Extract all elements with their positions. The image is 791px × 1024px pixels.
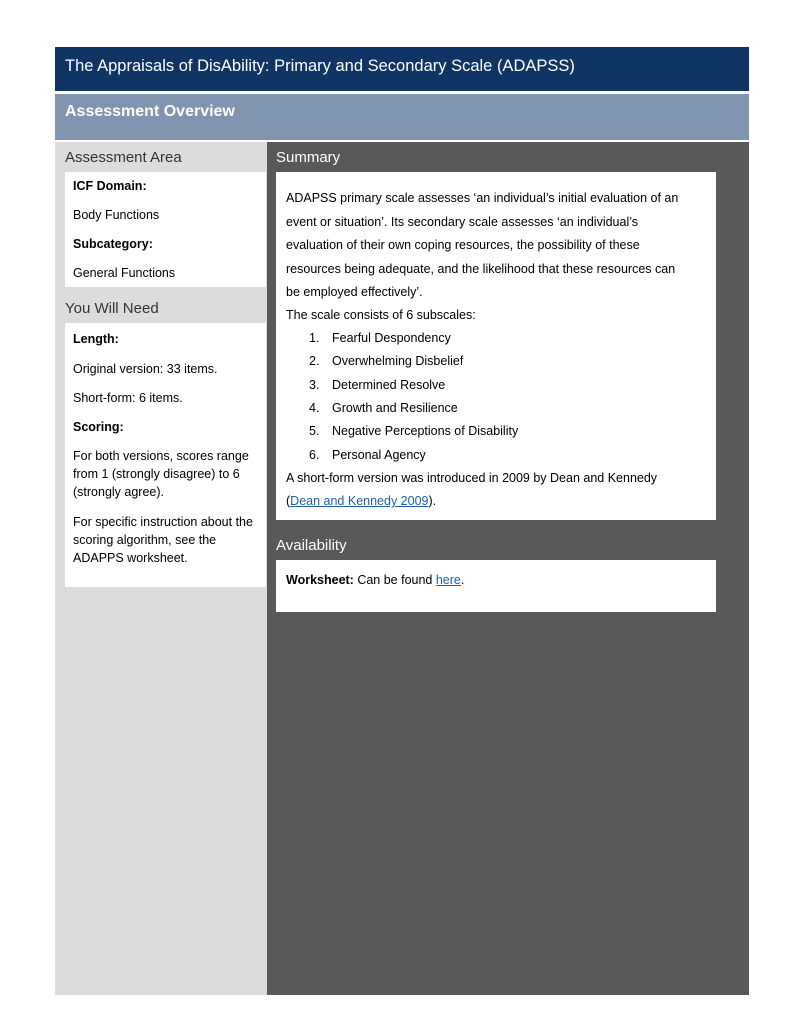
summary-line-2: event or situation’. Its secondary scale assesses ‘an individual’s: [286, 215, 639, 229]
subscale-number: 5.: [309, 424, 320, 438]
you-will-need-box: [65, 323, 266, 587]
subcategory-value: General Functions: [73, 266, 176, 280]
availability-line: [286, 571, 464, 589]
subscale-label: Overwhelming Disbelief: [332, 354, 464, 368]
summary-line-5: be employed effectively’.: [286, 285, 423, 299]
scale-intro: The scale consists of 6 subscales:: [286, 308, 476, 322]
original-version: Original version: 33 items.: [73, 362, 218, 376]
subscale-label: Fearful Despondency: [332, 331, 451, 345]
left-column: [55, 142, 267, 995]
length-label: Length:: [73, 332, 119, 346]
summary-line-3: evaluation of their own coping resources, the possibility of these: [286, 238, 640, 252]
you-will-need-heading: You Will Need: [65, 300, 159, 317]
worksheet-link[interactable]: here: [435, 573, 461, 587]
subscale-label: Personal Agency: [332, 448, 426, 462]
section-title: Assessment Overview: [55, 94, 749, 140]
availability-end: .: [460, 573, 465, 587]
assessment-area-heading: Assessment Area: [65, 149, 182, 166]
summary-line-1: ADAPSS primary scale assesses ‘an individual’s initial evaluation of an: [286, 191, 679, 205]
subscale-number: 3.: [309, 378, 320, 392]
availability-text: Can be found: [353, 573, 436, 587]
subscale-number: 2.: [309, 354, 320, 368]
scoring-line-2: from 1 (strongly disagree) to 6: [73, 467, 240, 481]
subcategory-label: Subcategory:: [73, 237, 153, 251]
citation-close: ).: [428, 494, 437, 508]
summary-line-4: resources being adequate, and the likelihood that these resources can: [286, 262, 676, 276]
summary-box: [276, 172, 716, 520]
subscale-number: 4.: [309, 401, 320, 415]
instruction-line-1: For specific instruction about the: [73, 515, 253, 529]
document-title: The Appraisals of DisAbility: Primary and Secondary Scale (ADAPSS): [55, 47, 749, 91]
scoring-label: Scoring:: [73, 420, 124, 434]
subscale-number: 1.: [309, 331, 320, 345]
subscale-label: Determined Resolve: [332, 378, 446, 392]
scoring-line-3: (strongly agree).: [73, 485, 165, 499]
instruction-line-3: ADAPPS worksheet.: [73, 551, 188, 565]
citation-link[interactable]: Dean and Kennedy 2009: [290, 494, 429, 508]
icf-domain-value: Body Functions: [73, 208, 160, 222]
citation-open: (: [286, 494, 291, 508]
availability-heading: Availability: [276, 537, 347, 554]
availability-box: [276, 560, 716, 612]
subscale-label: Growth and Resilience: [332, 401, 458, 415]
assessment-area-box: [65, 172, 266, 287]
short-form-note: A short-form version was introduced in 2009 by Dean and Kennedy: [286, 471, 658, 485]
right-column: [267, 142, 749, 995]
summary-heading: Summary: [276, 149, 341, 166]
subscale-number: 6.: [309, 448, 320, 462]
subscale-label: Negative Perceptions of Disability: [332, 424, 519, 438]
short-form: Short-form: 6 items.: [73, 391, 183, 405]
worksheet-label: Worksheet:: [286, 573, 354, 587]
citation-line: [286, 492, 436, 510]
icf-domain-label: ICF Domain:: [73, 179, 147, 193]
scoring-line-1: For both versions, scores range: [73, 449, 249, 463]
instruction-line-2: scoring algorithm, see the: [73, 533, 217, 547]
